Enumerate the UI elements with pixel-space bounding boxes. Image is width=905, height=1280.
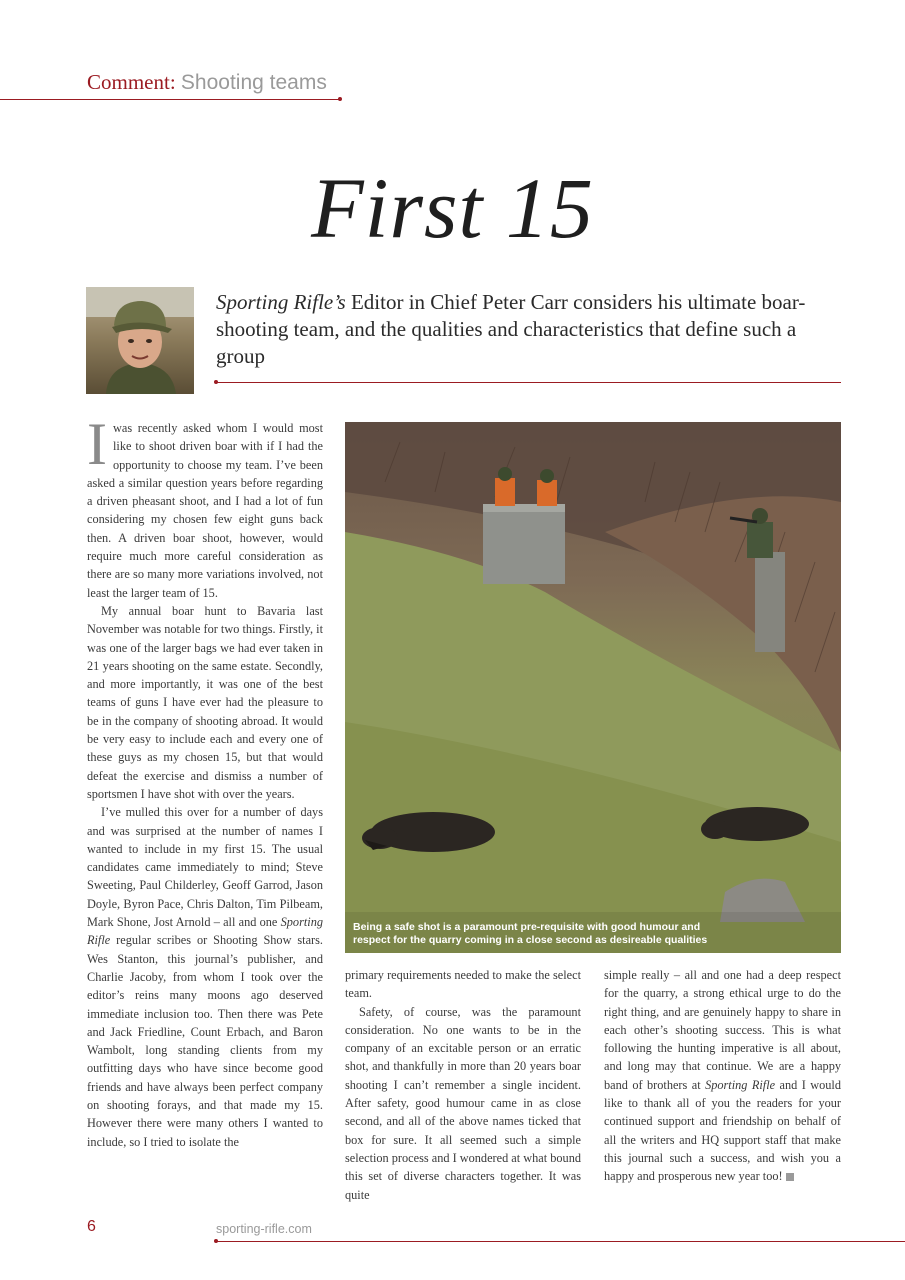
paragraph-3-continued: primary requirements needed to make the select team. — [345, 968, 581, 1001]
author-portrait — [86, 287, 194, 394]
section-label-prefix: Comment: — [87, 70, 176, 94]
drop-cap: I — [87, 411, 107, 477]
standfirst-text: Editor in Chief Peter Carr considers his ultimate boar-shooting team, and the qualities and characteristics that define such a group — [216, 290, 806, 368]
body-column-1 — [87, 411, 323, 1151]
publication-name: Sporting Rifle’s — [216, 290, 346, 314]
standfirst — [216, 289, 816, 370]
section-label — [87, 70, 327, 95]
end-mark — [786, 1173, 794, 1181]
paragraph-3 — [87, 803, 323, 1151]
footer-rule — [216, 1241, 905, 1242]
body-column-3: simple really – all and one had a deep respect for the quarry, a strong ethical urge to do the right thing, and are genuinely happy to share in each other’s shooting success. This is what following the hunting imperative is all about, and long may that continue. We are a happy band of brothers at Sporting Rifle and I would like to thank all of you the readers for your continued support and friendship on behalf of all the writers and HQ support staff that make this journal such a success, and wish you a happy and prosperous new year too! — [604, 968, 841, 1184]
photo-caption: Being a safe shot is a paramount pre-requisite with good humour and respect for the quarry coming in a close second as desireable qualities — [353, 921, 708, 946]
body-column-2 — [345, 966, 581, 1204]
paragraph-3-end: regular scribes or Shooting Show stars. Wes Stanton, this journal’s publisher, and Charlie Jacoby, from whom I took over the editor’s reins many moons ago deserved immediate inclusion too. Then there was Pete and Jack Friedline, Count Erbach, and Baron Wambolt, long standing clients from my outfitting days who have since become good friends and have always been perfect company on shooting forays, and that made my 15. However there were many others I wanted to include, so I tried to isolate the — [87, 933, 323, 1149]
standfirst-rule — [216, 382, 841, 383]
header-rule — [0, 99, 340, 100]
footer-url[interactable]: sporting-rifle.com — [216, 1222, 312, 1236]
page-title: First 15 — [311, 160, 594, 256]
paragraph-3-start: I’ve mulled this over for a number of days and was surprised at the number of names I wanted to include in my first 15. The usual candidates came immediately to mind; Steve Sweeting, Paul Childerley, Geoff Garrod, Jason Doyle, Byron Pace, Chris Dalton, Tim Pilbeam, Mark Shone, Jost Arnold – all and one — [87, 805, 323, 930]
section-topic: Shooting teams — [180, 71, 327, 94]
publication-mention: Sporting Rifle — [87, 915, 323, 948]
paragraph-4-lead: Safety, of course, was the paramount consideration. No one wants to be in the company of an excitable person or an erratic shot, and thankfully in more than 20 years boar shooting I can’t remember a single incident. After safety, good humour came in as close second, and all of the above names ticked that box for sure. It all seemed such a simple selection process and I wondered at what bound this set of diverse characters together. It was quite — [345, 1004, 581, 1202]
paragraph-2: My annual boar hunt to Bavaria last November was notable for two things. Firstly, it was one of the larger bags we had ever taken in 21 years shooting on the same estate. Secondly, and more importantly, it was one of the best teams of guns I have ever had the pleasure to be in the company of shooting abroad. It would be very easy to include each and every one of these guys as my chosen 15, but that would defeat the exercise and dismiss a number of sportsmen I have shot with over the years. — [87, 603, 323, 801]
boar-hunt-photo — [345, 422, 841, 953]
page-number: 6 — [87, 1218, 96, 1235]
paragraph-1: was recently asked whom I would most like to shoot driven boar with if I had the opportunity to choose my team. I’ve been asked a similar question years before regarding a driven pheasant shoot, and I had a lot of fun considering my chosen few eight guns back then. A driven boar shoot, however, would require much more careful consideration as there are so many more variations involved, not least the larger team of 15. — [87, 421, 323, 600]
